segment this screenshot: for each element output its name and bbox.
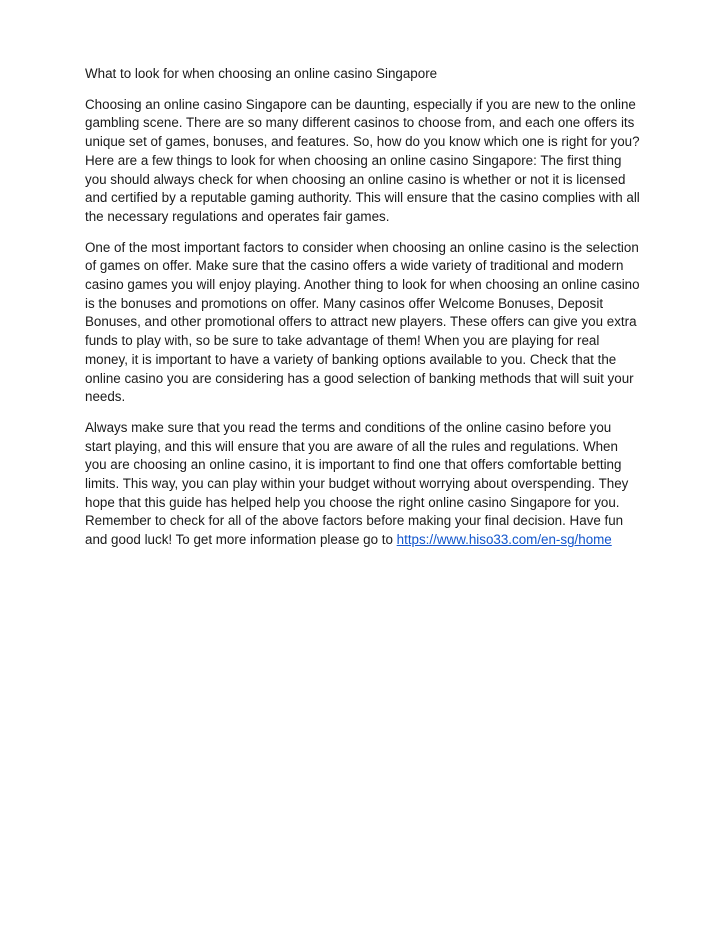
document-body bbox=[85, 65, 641, 562]
document-title: What to look for when choosing an online casino Singapore bbox=[85, 66, 438, 81]
website-link[interactable]: https://www.hiso33.com/en-sg/home bbox=[396, 532, 612, 548]
paragraph-1: Choosing an online casino Singapore can be daunting, especially if you are new to the online gambling scene. There are so many different casinos to choose from, and each one offers its unique set of games, bonuses, and features. So, how do you know which one is right for you? Here are a few things to look for when choosing an online casino Singapore: The first thing you should always check for when choosing an online casino is whether or not it is licensed and certified by a reputable gaming authority. This will ensure that the casino complies with all the necessary regulations and operates fair games. bbox=[85, 96, 640, 224]
paragraph-3-text: Always make sure that you read the terms and conditions of the online casino before you start playing, and this will ensure that you are aware of all the rules and regulations. When you are choosing an online casino, it is important to find one that offers comfortable betting limits. This way, you can play within your budget without worrying about overspending. They hope that this guide has helped help you choose the right online casino Singapore for you. Remember to check for all of the above factors before making your final decision. Have fun and good luck! To get more information please go to bbox=[85, 419, 629, 548]
paragraph-3 bbox=[85, 419, 641, 550]
paragraph-2: One of the most important factors to consider when choosing an online casino is the selection of games on offer. Make sure that the casino offers a wide variety of traditional and modern casino games you will enjoy playing. Another thing to look for when choosing an online casino is the bonuses and promotions on offer. Many casinos offer Welcome Bonuses, Deposit Bonuses, and other promotional offers to attract new players. These offers can give you extra funds to play with, so be sure to take advantage of them! When you are playing for real money, it is important to have a variety of banking options available to you. Check that the online casino you are considering has a good selection of banking methods that will suit your needs. bbox=[85, 239, 640, 405]
